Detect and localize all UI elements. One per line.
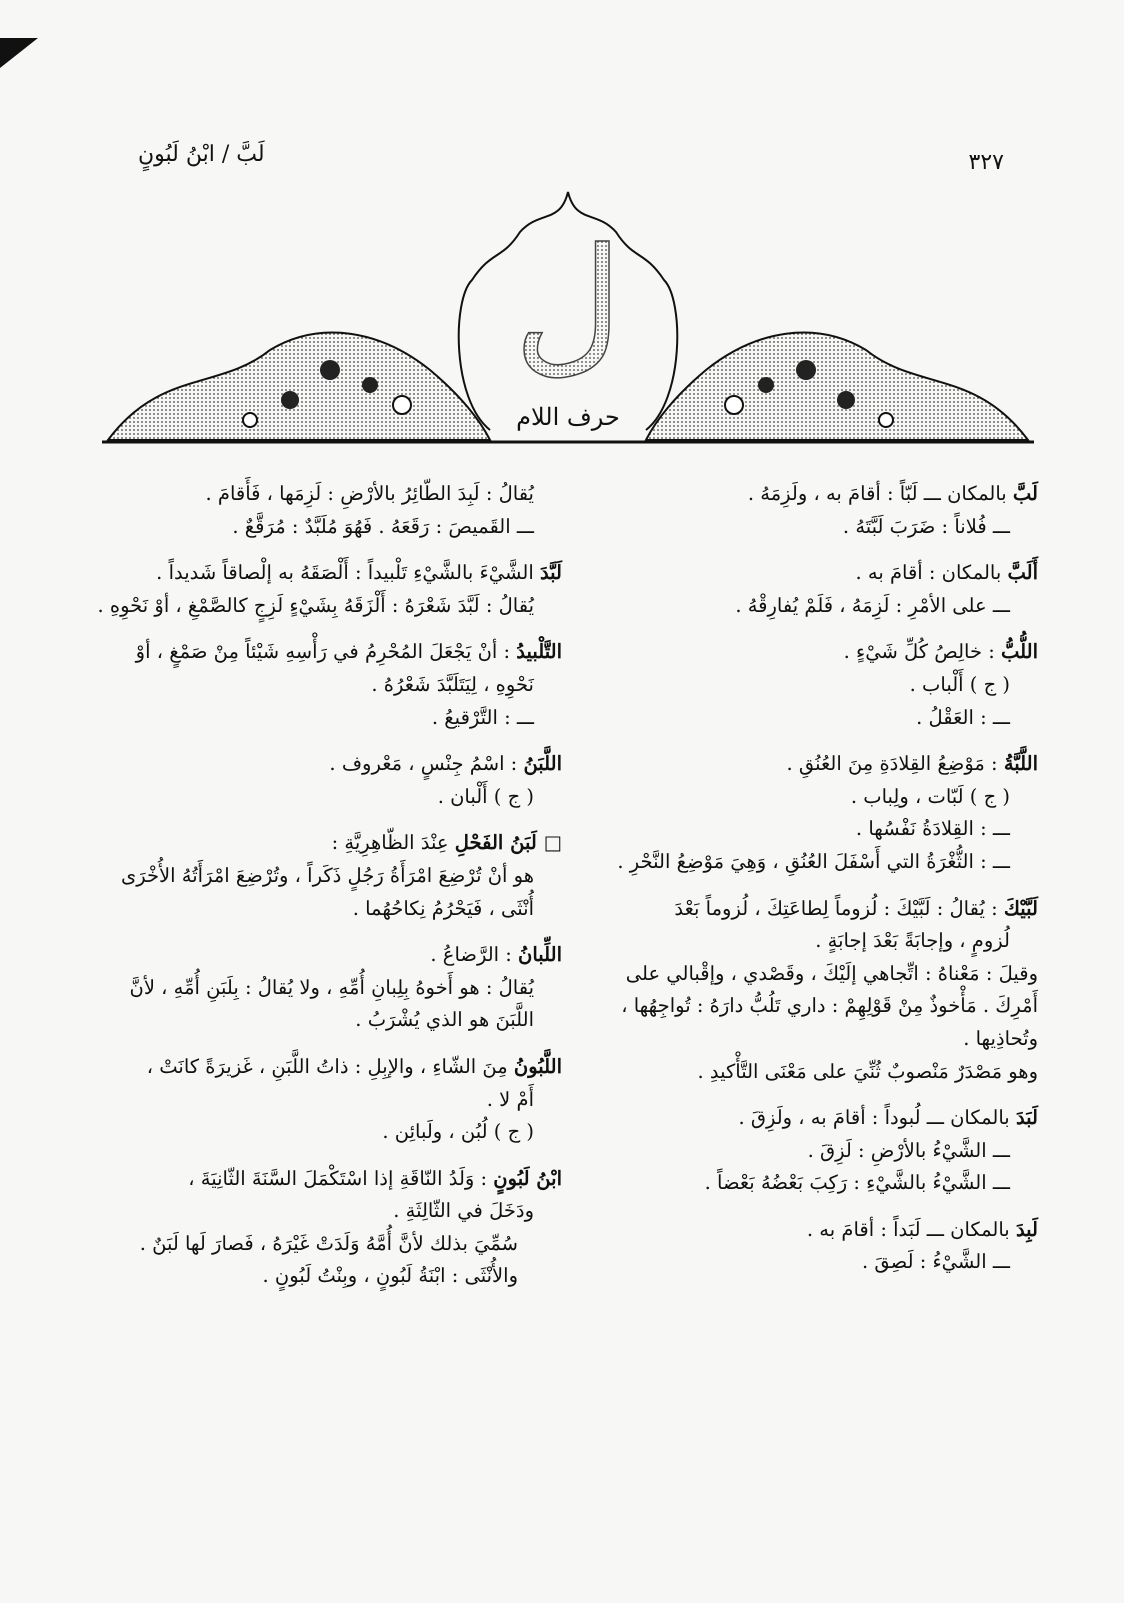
entry-line xyxy=(122,1228,562,1261)
left-column xyxy=(97,478,562,1307)
entry-text: اللَّبَنَ هو الذي يُشْرَبُ . xyxy=(355,1008,534,1032)
entry-text: أُنْثَى ، فَيَحْرُمُ نِكاحُهُما . xyxy=(352,896,534,920)
entry-text: : وَلَدُ النّاقَةِ إذا اسْتَكْمَلَ السَّنَةَ الثّانِيَةَ ، xyxy=(188,1166,494,1190)
entry-line xyxy=(122,702,562,735)
entry-text: ( ج ) لَبّات ، ولِباب . xyxy=(850,784,1010,808)
entry-text: : يُقالُ : لَبَّيْكَ : لُزوماً لِطاعَتِكَ ، لُزوماً بَعْدَ xyxy=(674,896,1004,920)
right-column xyxy=(598,478,1038,1293)
dictionary-entry xyxy=(598,478,1038,543)
entry-text: ـــ : القِلادَةُ نَفْسُها . xyxy=(855,817,1010,841)
entry-text: ـــ القَميصَ : رَقَعَهُ . فَهُوَ مُلَبَّدٌ : مُرَقَّعٌ . xyxy=(232,514,534,538)
entry-line xyxy=(598,669,1038,702)
entry-line xyxy=(598,511,1038,544)
entry-text: بالمكان : أقامَ به . xyxy=(855,561,1008,585)
entry-line xyxy=(598,557,1038,590)
running-title: لَبَّ / ابْنُ لَبُونٍ xyxy=(138,142,265,167)
entry-line xyxy=(598,1102,1038,1135)
entry-text: بالمكان ـــ لَبَداً : أقامَ به . xyxy=(806,1217,1016,1241)
entry-text: ـــ : العَقْلُ . xyxy=(916,705,1010,729)
entry-text: ( ج ) لُبُن ، ولَبائِن . xyxy=(382,1120,534,1144)
entry-text: يُقالُ : هو أَخوهُ بِلِبانِ أُمِّهِ ، ولا يُقالُ : بِلَبَنِ أُمِّهِ ، لأنَّ xyxy=(129,975,534,999)
entry-line xyxy=(598,636,1038,669)
chapter-letter: ل xyxy=(513,217,623,391)
entry-headword: اللَّبَنُ xyxy=(523,752,562,776)
entry-line xyxy=(122,827,562,860)
dictionary-entry xyxy=(598,557,1038,622)
entry-text: يُقالُ : لَبَّدَ شَعْرَهُ : أَلْزَقَهُ بِشَيْءٍ لَزِجٍ كالصَّمْغِ ، أوْ نَحْوِهِ . xyxy=(97,593,534,617)
entry-line xyxy=(598,1214,1038,1247)
entry-text: ـــ الشَّيْءُ : لَصِقَ . xyxy=(862,1250,1010,1274)
entry-text: مِنَ الشّاءِ ، والإبِلِ : ذاتُ اللَّبَنِ ، غَزيرَةً كانَتْ ، xyxy=(146,1054,514,1078)
dictionary-entry xyxy=(122,827,562,925)
entry-line xyxy=(598,958,1038,991)
entry-text: أَمْ لا . xyxy=(486,1087,534,1111)
entry-line xyxy=(598,893,1038,926)
entry-text: ـــ الشَّيْءُ بالشَّيْءِ : رَكِبَ بَعْضُهُ بَعْضاً . xyxy=(704,1171,1010,1195)
entry-line xyxy=(598,813,1038,846)
entry-text: بالمكان ـــ لُبوداً : أقامَ به ، ولَزِقَ . xyxy=(738,1106,1016,1130)
dictionary-entry xyxy=(598,748,1038,878)
entry-text: : مَوْضِعُ القِلادَةِ مِنَ العُنُقِ . xyxy=(786,752,1004,776)
entry-line xyxy=(122,557,562,590)
entry-text: لُزومٍ ، وإجابَةً بَعْدَ إجابَةٍ . xyxy=(815,929,1010,953)
entry-line xyxy=(122,781,562,814)
entry-text: عِنْدَ الظّاهِرِيَّةِ : xyxy=(331,831,455,855)
entry-line xyxy=(598,1056,1038,1089)
entry-text: أَمْرِكَ . مَأْخوذٌ مِنْ قَوْلِهِمْ : داري تَلُبُّ دارَهُ : تُواجِهُها ، xyxy=(621,994,1038,1018)
page-number: ٣٢٧ xyxy=(968,150,1004,175)
entry-text: وتُحاذِيها . xyxy=(963,1026,1038,1050)
dictionary-entry xyxy=(122,478,562,543)
dictionary-entry xyxy=(97,557,562,622)
entry-text: يُقالُ : لَبِدَ الطّائِرُ بالأرْضِ : لَزِمَها ، فَأَقامَ . xyxy=(205,482,534,505)
dictionary-entry xyxy=(122,939,562,1037)
entry-line xyxy=(122,939,562,972)
entry-text: وهو مَصْدَرٌ مَنْصوبٌ ثُنِّيَ على مَعْنَى التَّأْكيدِ . xyxy=(697,1059,1038,1083)
entry-line xyxy=(122,1004,562,1037)
dictionary-entry xyxy=(122,636,562,734)
dictionary-entry xyxy=(598,893,1038,1089)
entry-text: ـــ على الأمْرِ : لَزِمَهُ ، فَلَمْ يُفارِقْهُ . xyxy=(735,593,1010,617)
entry-headword: □ لَبَنُ الفَحْلِ xyxy=(454,831,562,855)
entry-line xyxy=(598,1246,1038,1279)
entry-text: هو أنْ تُرْضِعَ امْرَأَةُ رَجُلٍ ذَكَراً ، وتُرْضِعَ امْرَأَتُهُ الأُخْرَى xyxy=(120,863,534,887)
dictionary-entry xyxy=(122,1051,562,1149)
entry-headword: التَّلْبيدُ xyxy=(516,640,562,664)
dictionary-entry xyxy=(598,1102,1038,1200)
entry-line xyxy=(122,748,562,781)
entry-text: الشَّيْءَ بالشَّيْءِ تَلْبيداً : أَلْصَقَهُ به إلْصاقاً شَديداً . xyxy=(156,561,540,585)
entry-line xyxy=(122,893,562,926)
entry-text: ( ج ) أَلْباب . xyxy=(909,672,1010,696)
dictionary-entry xyxy=(122,1163,562,1293)
entry-line xyxy=(122,1051,562,1084)
entry-line xyxy=(122,1084,562,1117)
entry-line xyxy=(598,478,1038,511)
entry-text: : الرَّضاعُ . xyxy=(430,943,519,967)
entry-line xyxy=(122,1163,562,1196)
corner-mark xyxy=(0,38,38,68)
dictionary-entry xyxy=(598,636,1038,734)
entry-line xyxy=(598,702,1038,735)
dictionary-entry xyxy=(122,748,562,813)
entry-headword: لَبَّ xyxy=(1012,482,1038,505)
entry-headword: اللَّبَّةُ xyxy=(1003,752,1038,776)
entry-line xyxy=(598,846,1038,879)
entry-line xyxy=(598,1167,1038,1200)
entry-text: : خالِصُ كُلِّ شَيْءٍ . xyxy=(843,640,1002,664)
chapter-ornament xyxy=(100,180,1036,450)
entry-text: والأُنْثَى : ابْنَةُ لَبُونٍ ، وبِنْتُ لَبُونٍ . xyxy=(262,1264,518,1288)
chapter-title: حرف اللام xyxy=(516,403,620,431)
entry-line xyxy=(97,590,562,623)
entry-headword: لَبَّيْكَ xyxy=(1003,896,1038,920)
entry-headword: أَلَبَّ xyxy=(1007,561,1038,585)
entry-line xyxy=(122,1260,562,1293)
entry-line xyxy=(122,669,562,702)
entry-line xyxy=(598,1023,1038,1056)
entry-line xyxy=(598,1135,1038,1168)
entry-text: بالمكان ـــ لَبّاً : أقامَ به ، ولَزِمَهُ . xyxy=(747,482,1013,505)
entry-line xyxy=(122,972,562,1005)
entry-line xyxy=(598,781,1038,814)
entry-line xyxy=(122,636,562,669)
entry-line xyxy=(598,925,1038,958)
entry-line xyxy=(122,860,562,893)
entry-text: ـــ فُلاناً : ضَرَبَ لَبَّتَهُ . xyxy=(842,514,1010,538)
entry-text: سُمِّيَ بذلك لأنَّ أُمَّهُ وَلَدَتْ غَيْرَهُ ، فَصارَ لَها لَبَنٌ . xyxy=(139,1231,518,1255)
entry-line xyxy=(598,990,1038,1023)
entry-text: : أنْ يَجْعَلَ المُحْرِمُ في رَأْسِهِ شَيْئاً مِنْ صَمْغٍ ، أوْ xyxy=(135,640,517,664)
entry-headword: اللِّبانُ xyxy=(518,943,562,967)
entry-headword: لَبَّدَ xyxy=(539,561,562,585)
entry-line xyxy=(598,748,1038,781)
entry-text: وقيلَ : مَعْناهُ : اتِّجاهي إلَيْكَ ، وقَصْدي ، وإقْبالي على xyxy=(625,961,1038,985)
dictionary-entry xyxy=(598,1214,1038,1279)
entry-text: نَحْوِهِ ، لِيَتَلَبَّدَ شَعْرُهُ . xyxy=(371,672,534,696)
entry-text: : اسْمُ جِنْسٍ ، مَعْروف . xyxy=(329,752,524,776)
entry-line xyxy=(598,590,1038,623)
entry-line xyxy=(122,1195,562,1228)
entry-line xyxy=(122,1116,562,1149)
entry-text: ( ج ) أَلْبان . xyxy=(437,784,534,808)
entry-headword: ابْنُ لَبُونٍ xyxy=(493,1166,562,1190)
entry-text: ـــ الشَّيْءُ بالأرْضِ : لَزِقَ . xyxy=(807,1138,1010,1162)
entry-text: ـــ : التَّرْقيعُ . xyxy=(431,705,534,729)
entry-line xyxy=(122,478,562,511)
entry-line xyxy=(122,511,562,544)
entry-headword: اللَّبُونُ xyxy=(513,1054,562,1078)
entry-text: ـــ : الثُّغْرَةُ التي أَسْفَلَ العُنُقِ ، وَهِيَ مَوْضِعُ النَّحْرِ . xyxy=(617,849,1010,873)
entry-headword: لَبَدَ xyxy=(1015,1106,1038,1130)
entry-headword: لَبِدَ xyxy=(1015,1217,1038,1241)
entry-text: ودَخَلَ في الثّالِثَةِ . xyxy=(393,1199,534,1223)
entry-headword: اللُّبُّ xyxy=(1001,640,1038,664)
